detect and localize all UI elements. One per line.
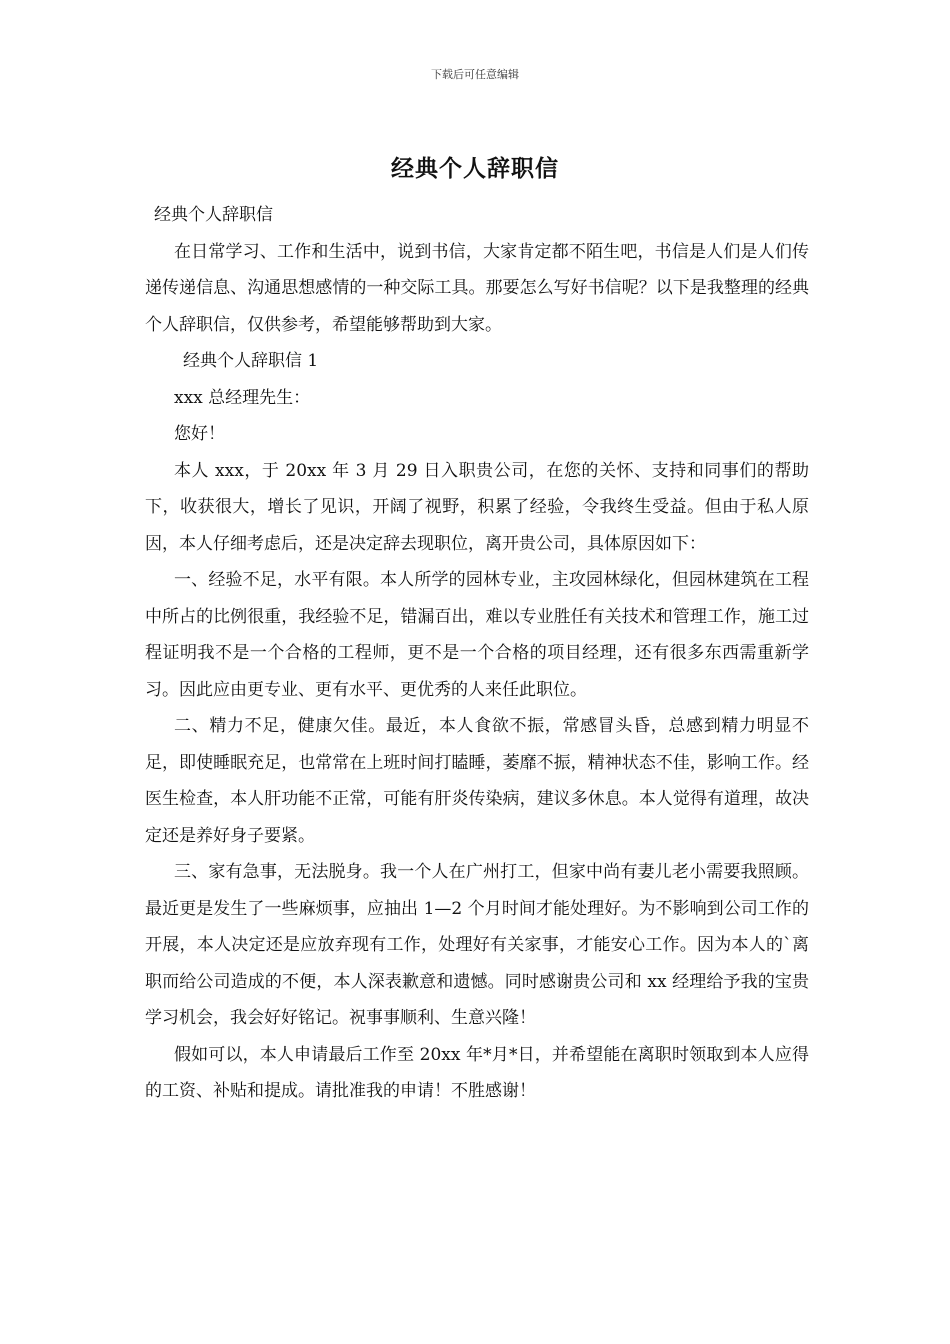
paragraph-letter-heading: 经典个人辞职信 1 xyxy=(183,351,319,371)
paragraph-reason-1: 一、经验不足，水平有限。本人所学的园林专业，主攻园林绿化，但园林建筑在工程中所占的比例很重，我经验不足，错漏百出，难以专业胜任有关技术和管理工作，施工过程证明我不是一个合格的工程师，更不是一个合格的项目经理，还有很多东西需重新学习。因此应由更专业、更有水平、更优秀的人来任此职位。 xyxy=(145,570,809,700)
paragraph-reason-3: 三、家有急事，无法脱身。我一个人在广州打工，但家中尚有妻儿老小需要我照顾。最近更是发生了一些麻烦事，应抽出 1—2 个月时间才能处理好。为不影响到公司工作的开展，本人决定还是应放弃现有工作，处理好有关家事，才能安心工作。因为本人的`离职而给公司造成的不便，本人深表歉意和遗憾。同时感谢贵公司和 xx 经理给予我的宝贵学习机会，我会好好铭记。祝事事顺利、生意兴隆！ xyxy=(145,862,809,1028)
paragraph-subtitle: 经典个人辞职信 xyxy=(154,205,273,225)
header-note: 下载后可任意编辑 xyxy=(431,68,519,81)
paragraph-salutation: xxx 总经理先生： xyxy=(174,387,311,408)
paragraph-greeting: 您好！ xyxy=(174,424,225,444)
document-body xyxy=(145,197,809,1110)
paragraph-request: 假如可以，本人申请最后工作至 20xx 年*月*日，并希望能在离职时领取到本人应得的工资、补贴和提成。请批准我的申请！不胜感谢！ xyxy=(145,1044,809,1101)
paragraph-intro: 在日常学习、工作和生活中，说到书信，大家肯定都不陌生吧，书信是人们是人们传递传递信息、沟通思想感情的一种交际工具。那要怎么写好书信呢？以下是我整理的经典个人辞职信，仅供参考，希望能够帮助到大家。 xyxy=(145,241,809,335)
document-title: 经典个人辞职信 xyxy=(391,156,559,182)
paragraph-body-1: 本人 xxx，于 20xx 年 3 月 29 日入职贵公司，在您的关怀、支持和同事们的帮助下，收获很大，增长了见识，开阔了视野，积累了经验，令我终生受益。但由于私人原因，本人仔细考虑后，还是决定辞去现职位，离开贵公司，具体原因如下： xyxy=(145,460,809,554)
paragraph-reason-2: 二、精力不足，健康欠佳。最近，本人食欲不振，常感冒头昏，总感到精力明显不足，即使睡眠充足，也常常在上班时间打瞌睡，萎靡不振，精神状态不佳，影响工作。经医生检查，本人肝功能不正常，可能有肝炎传染病，建议多休息。本人觉得有道理，故决定还是养好身子要紧。 xyxy=(145,716,809,846)
